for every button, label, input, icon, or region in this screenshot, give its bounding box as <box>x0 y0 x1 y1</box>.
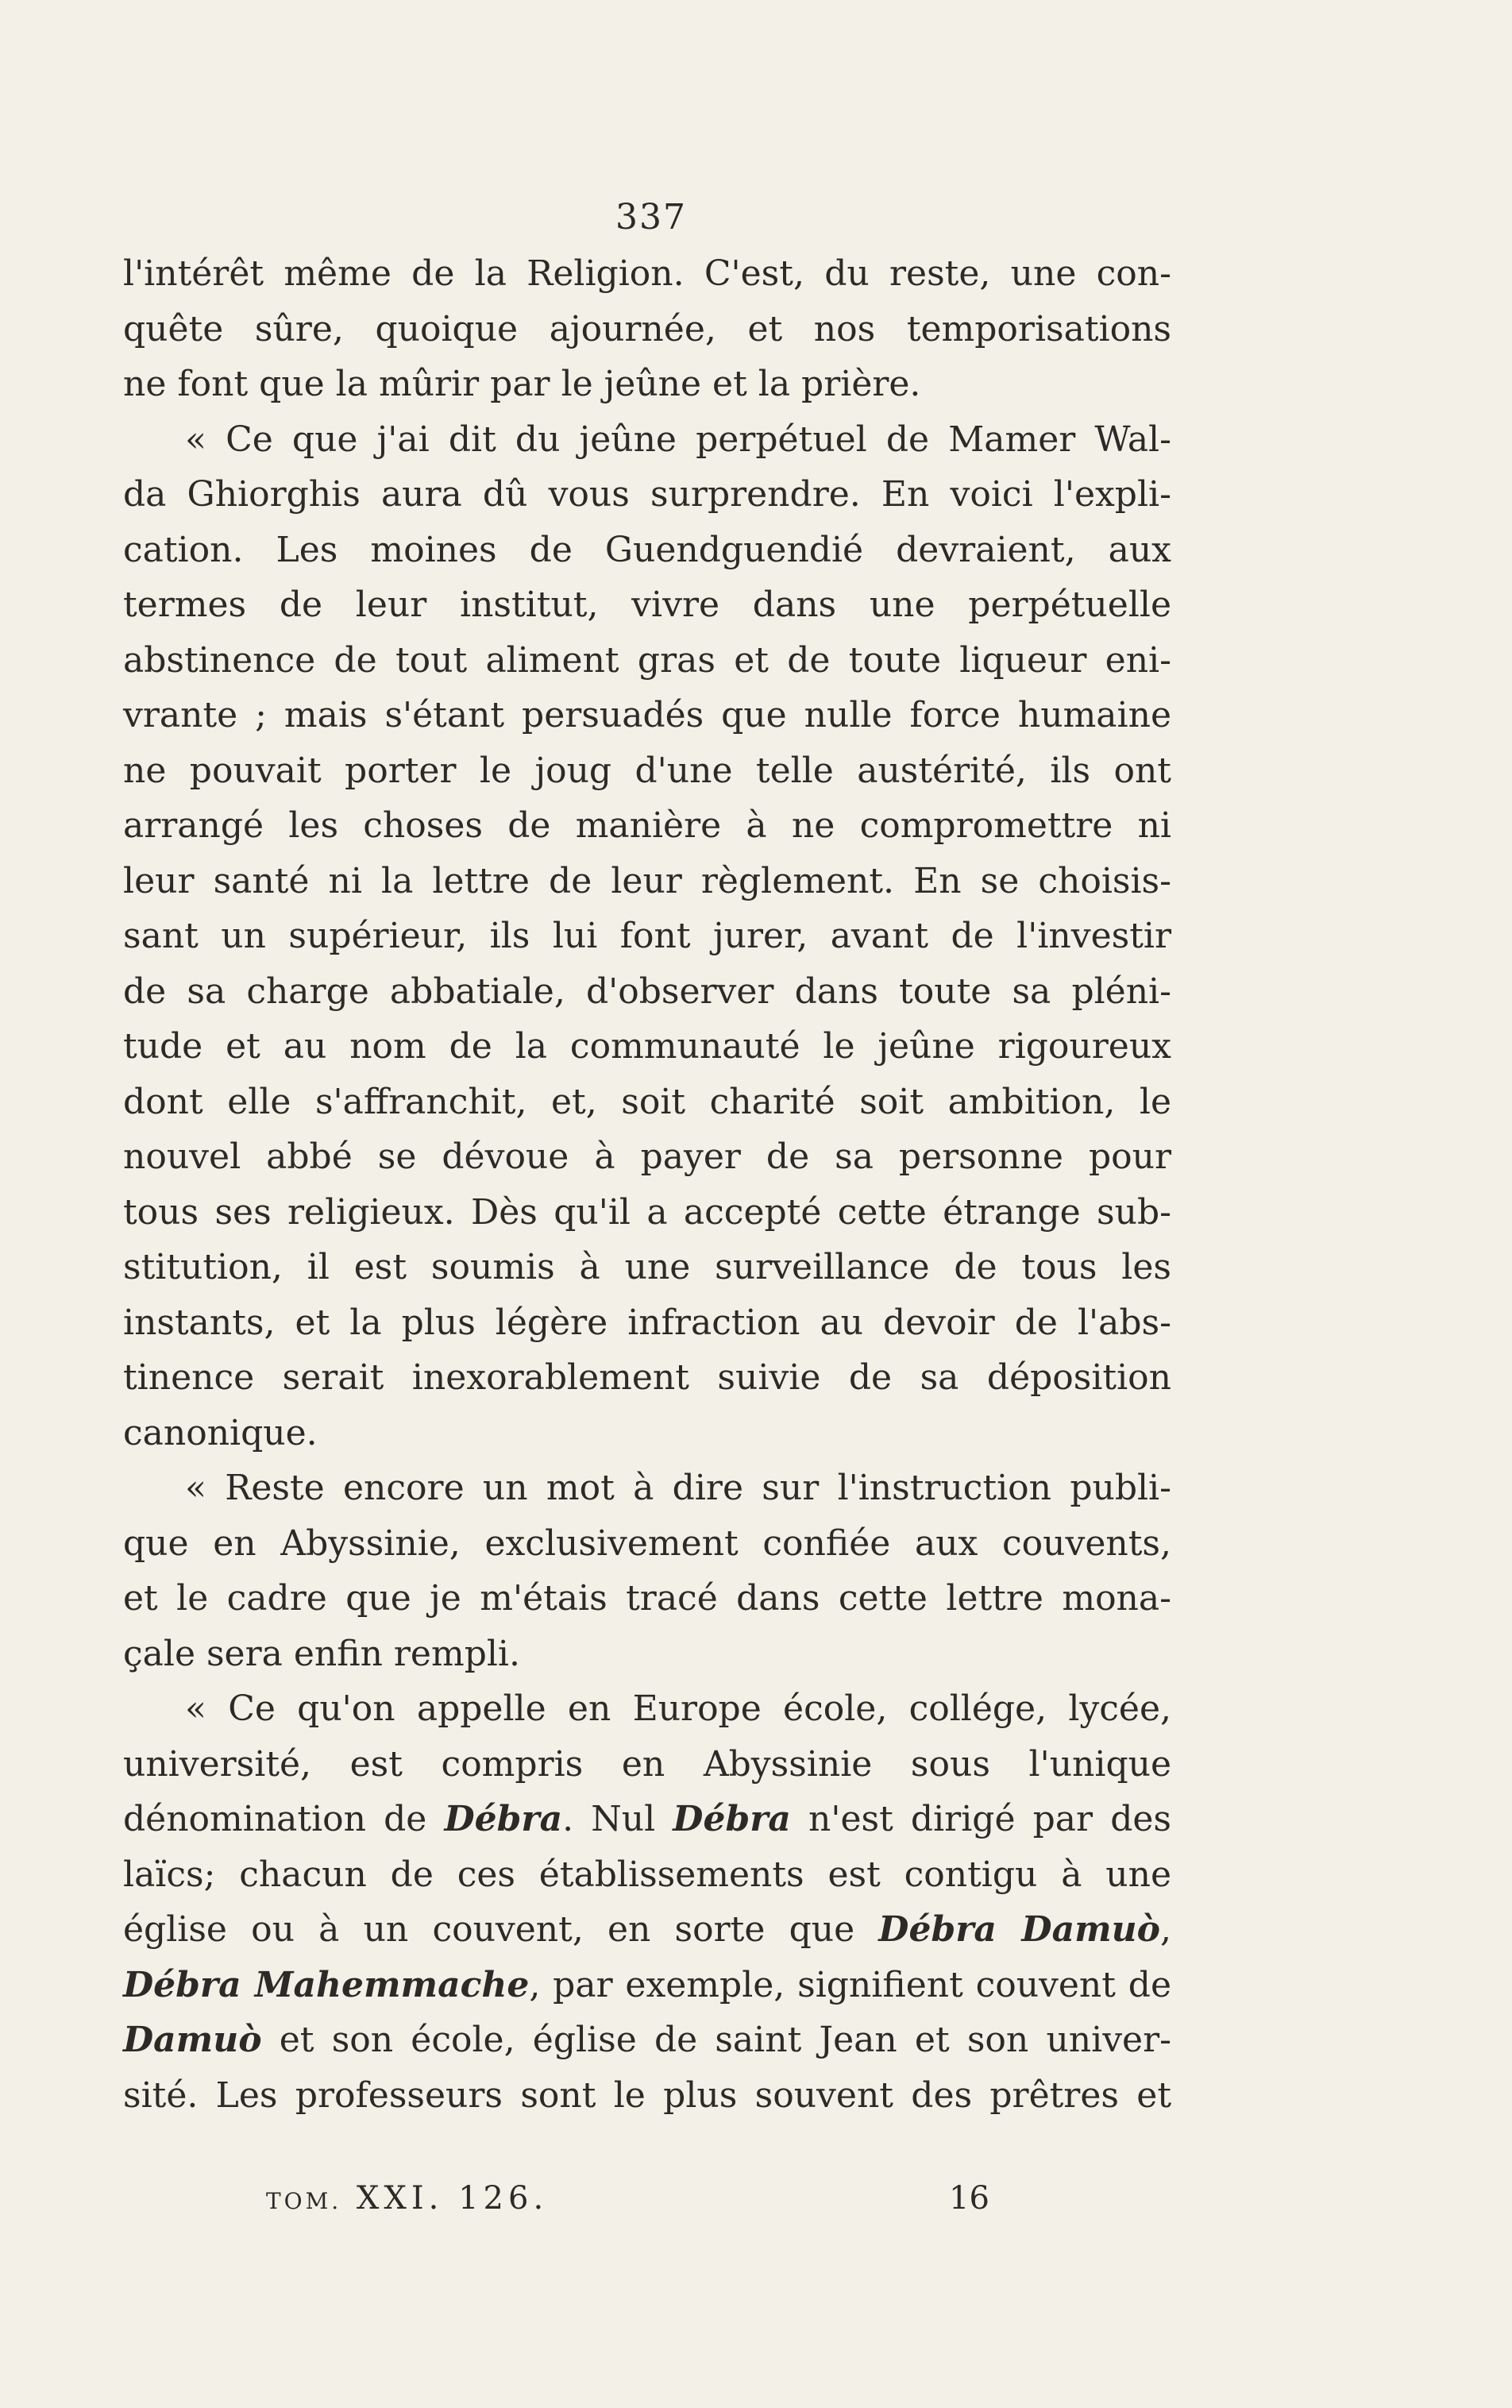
text-line: dont elle s'affranchit, et, soit charité soit ambition, le <box>123 1081 1171 1122</box>
text-line: çale sera enfin rempli. <box>123 1633 520 1674</box>
text-line: de sa charge abbatiale, d'observer dans toute sa pléni- <box>123 971 1171 1012</box>
text-line: ne pouvait porter le joug d'une telle austérité, ils ont <box>123 750 1171 791</box>
text-line: tous ses religieux. Dès qu'il a accepté cette étrange sub- <box>123 1191 1171 1233</box>
text-run: . Nul <box>562 1799 673 1839</box>
text-line: sant un supérieur, ils lui font jurer, avant de l'investir <box>123 916 1171 956</box>
text-line: ne font que la mûrir par le jeûne et la prière. <box>123 364 921 404</box>
italic-term: Débra <box>673 1799 791 1839</box>
text-line: arrangé les choses de manière à ne compromettre ni <box>123 805 1171 846</box>
text-line: que en Abyssinie, exclusivement confiée aux couvents, <box>123 1522 1171 1564</box>
text-line: instants, et la plus légère infraction au devoir de l'abs- <box>123 1302 1171 1343</box>
text-line: tinence serait inexorablement suivie de sa déposition <box>123 1357 1171 1398</box>
volume-tom: TOM. <box>266 2188 342 2214</box>
text-line: sité. Les professeurs sont le plus souvent des prêtres et <box>123 2074 1171 2116</box>
italic-term: Débra Mahemmache <box>123 1964 530 2005</box>
text-line <box>123 1958 1171 2013</box>
text-line: vrante ; mais s'étant persuadés que nulle force humaine <box>123 695 1171 735</box>
text-line: tude et au nom de la communauté le jeûne rigoureux <box>123 1026 1171 1067</box>
text-line: « Ce qu'on appelle en Europe école, collége, lycée, <box>185 1688 1171 1729</box>
text-line: canonique. <box>123 1412 318 1453</box>
text-line: l'intérêt même de la Religion. C'est, du reste, une con- <box>123 253 1171 294</box>
text-line <box>123 2012 1171 2068</box>
text-line: « Ce que j'ai dit du jeûne perpétuel de Mamer Wal- <box>185 419 1171 460</box>
text-line: abstinence de tout aliment gras et de toute liqueur eni- <box>123 639 1171 681</box>
issue-number: 126. <box>458 2180 549 2217</box>
gathering-signature: 16 <box>949 2180 989 2217</box>
text-run: n'est dirigé par des <box>790 1799 1171 1839</box>
text-run: église ou à un couvent, en sorte que <box>123 1909 879 1950</box>
text-run: , <box>1159 1909 1171 1950</box>
italic-term: Débra Damuò <box>878 1909 1160 1950</box>
text-line: « Reste encore un mot à dire sur l'instruction publi- <box>185 1468 1171 1508</box>
text-line <box>123 1902 1171 1958</box>
text-line: stitution, il est soumis à une surveillance de tous les <box>123 1247 1171 1287</box>
volume-number: XXI. <box>356 2180 444 2217</box>
text-line: cation. Les moines de Guendguendié devraient, aux <box>123 529 1171 570</box>
text-line: leur santé ni la lettre de leur règlement. En se choisis- <box>123 860 1171 901</box>
text-line: da Ghiorghis aura dû vous surprendre. En voici l'expli- <box>123 474 1171 515</box>
text-line: quête sûre, quoique ajournée, et nos temporisations <box>123 308 1171 349</box>
text-line: termes de leur institut, vivre dans une perpétuelle <box>123 585 1171 625</box>
italic-term: Débra <box>444 1799 563 1839</box>
page-footer <box>123 2180 1171 2220</box>
text-line <box>123 1792 1171 1847</box>
page-number: 337 <box>615 197 687 237</box>
text-line: nouvel abbé se dévoue à payer de sa personne pour <box>123 1136 1171 1177</box>
volume-signature <box>266 2180 548 2217</box>
text-run: , par exemple, signifient couvent de <box>529 1964 1171 2005</box>
text-run: et son école, église de saint Jean et son univer- <box>261 2020 1171 2060</box>
text-line: et le cadre que je m'étais tracé dans cette lettre mona- <box>123 1578 1171 1619</box>
body-text <box>123 246 1171 2123</box>
text-run: dénomination de <box>123 1799 445 1839</box>
text-line: laïcs; chacun de ces établissements est contigu à une <box>123 1854 1171 1895</box>
italic-term: Damuò <box>123 2020 262 2060</box>
text-line: université, est compris en Abyssinie sous l'unique <box>123 1743 1171 1785</box>
